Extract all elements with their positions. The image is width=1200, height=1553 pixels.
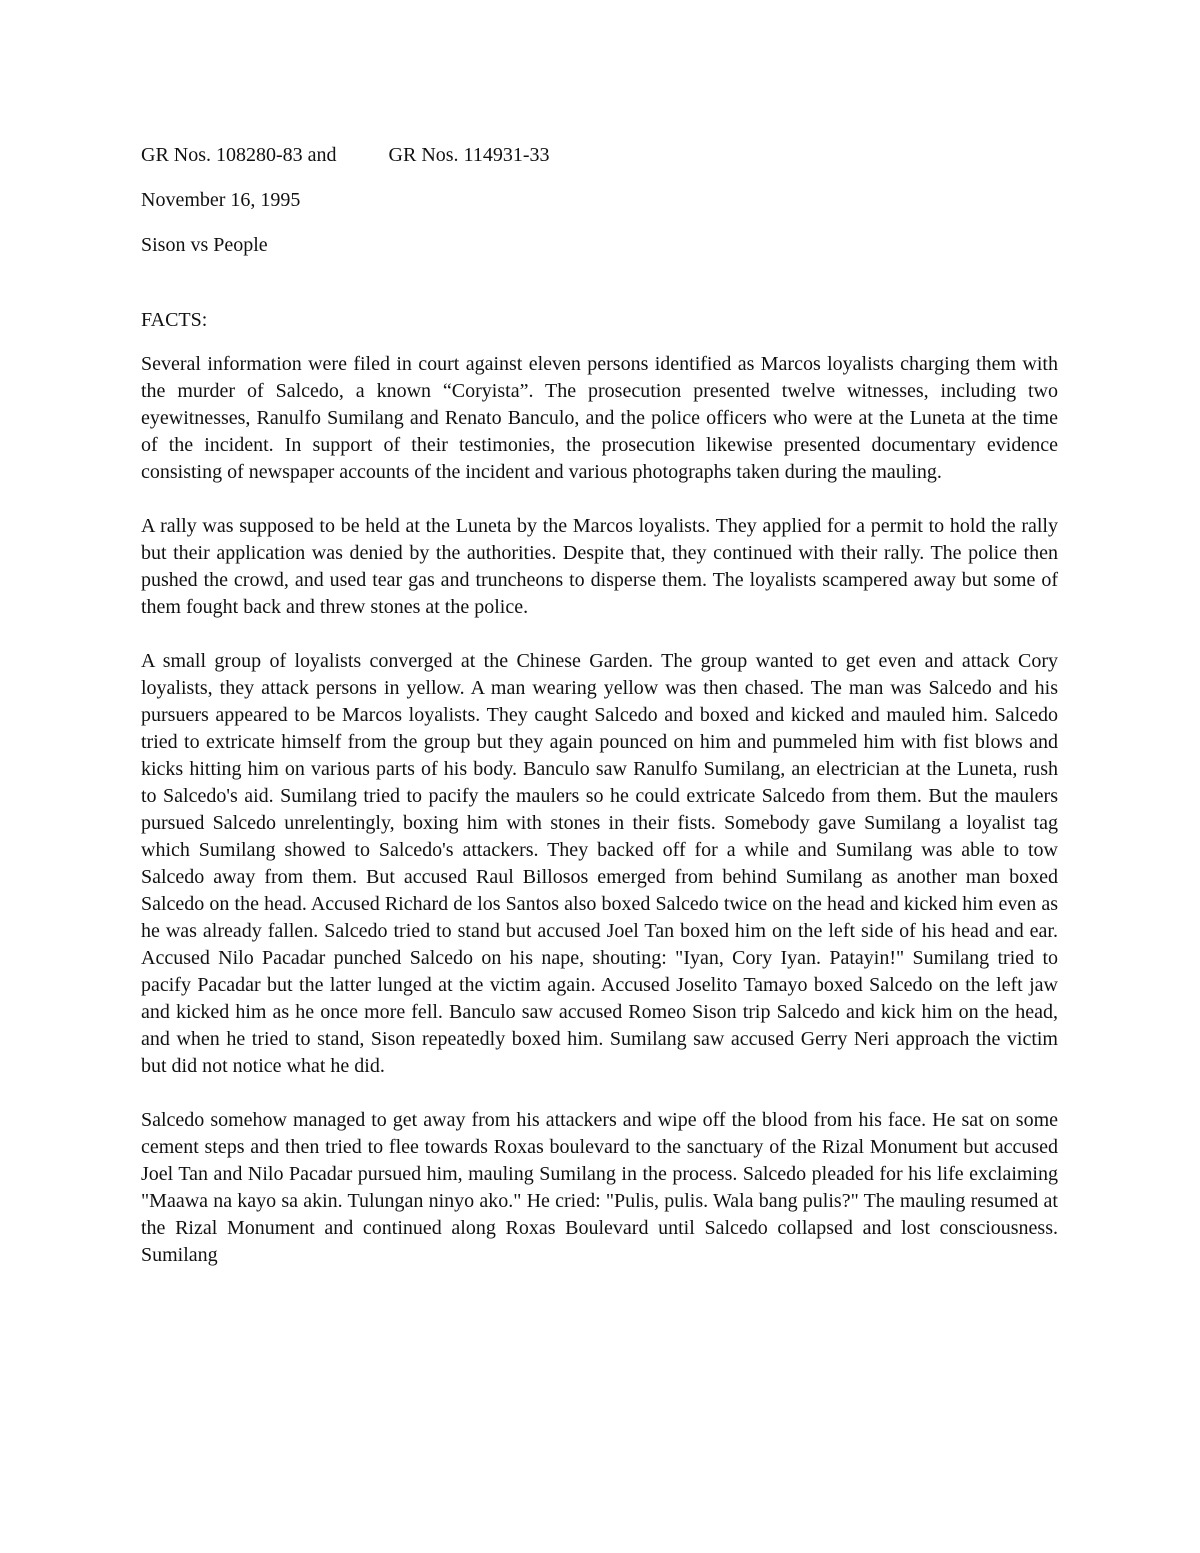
gr-numbers-left: GR Nos. 108280-83 and xyxy=(141,144,337,166)
decision-date: November 16, 1995 xyxy=(141,189,301,211)
header-spacer xyxy=(141,276,1058,306)
facts-paragraph-4: Salcedo somehow managed to get away from his attackers and wipe off the blood from his face. He sat on some cement steps and then tried to flee towards Roxas boulevard to the sanctuary of the Rizal Monument but accused Joel Tan and Nilo Pacadar pursued him, mauling Sumilang in the process. Salcedo pleaded for his life exclaiming "Maawa na kayo sa akin. Tulungan ninyo ako." He cried: "Pulis, pulis. Wala bang pulis?" The mauling resumed at the Rizal Monument and continued along Roxas Boulevard until Salcedo collapsed and lost consciousness. Sumilang xyxy=(141,1109,1058,1266)
facts-paragraph-3: A small group of loyalists converged at the Chinese Garden. The group wanted to get even and attack Cory loyalists, they attack persons in yellow. A man wearing yellow was then chased. The man was Salcedo and his pursuers appeared to be Marcos loyalists. They caught Salcedo and boxed and kicked and mauled him. Salcedo tried to extricate himself from the group but they again pounced on him and pummeled him with fist blows and kicks hitting him on various parts of his body. Banculo saw Ranulfo Sumilang, an electrician at the Luneta, rush to Salcedo's aid. Sumilang tried to pacify the maulers so he could extricate Salcedo from them. But the maulers pursued Salcedo unrelentingly, boxing him with stones in their fists. Somebody gave Sumilang a loyalist tag which Sumilang showed to Salcedo's attackers. They backed off for a while and Sumilang was able to tow Salcedo away from them. But accused Raul Billosos emerged from behind Sumilang as another man boxed Salcedo on the head. Accused Richard de los Santos also boxed Salcedo twice on the head and kicked him even as he was already fallen. Salcedo tried to stand but accused Joel Tan boxed him on the left side of his head and ear. Accused Nilo Pacadar punched Salcedo on his nape, shouting: "Iyan, Cory Iyan. Patayin!" Sumilang tried to pacify Pacadar but the latter lunged at the victim again. Accused Joselito Tamayo boxed Salcedo on the left jaw and kicked him as he once more fell. Banculo saw accused Romeo Sison trip Salcedo and kick him on the head, and when he tried to stand, Sison repeatedly boxed him. Sumilang saw accused Gerry Neri approach the victim but did not notice what he did. xyxy=(141,650,1058,1077)
gr-numbers-right: GR Nos. 114931-33 xyxy=(388,144,550,166)
case-title: Sison vs People xyxy=(141,234,268,256)
document-body xyxy=(141,141,1058,1296)
facts-heading: FACTS: xyxy=(141,309,208,331)
facts-paragraph-1: Several information were filed in court against eleven persons identified as Marcos loyalists charging them with the murder of Salcedo, a known “Coryista”. The prosecution presented twelve witnesses, including two eyewitnesses, Ranulfo Sumilang and Renato Banculo, and the police officers who were at the Luneta at the time of the incident. In support of their testimonies, the prosecution likewise presented documentary evidence consisting of newspaper accounts of the incident and various photographs taken during the mauling. xyxy=(141,353,1058,483)
facts-paragraph-2: A rally was supposed to be held at the Luneta by the Marcos loyalists. They applied for a permit to hold the rally but their application was denied by the authorities. Despite that, they continued with their rally. The police then pushed the crowd, and used tear gas and truncheons to disperse them. The loyalists scampered away but some of them fought back and threw stones at the police. xyxy=(141,515,1058,618)
case-numbers xyxy=(141,141,1058,170)
